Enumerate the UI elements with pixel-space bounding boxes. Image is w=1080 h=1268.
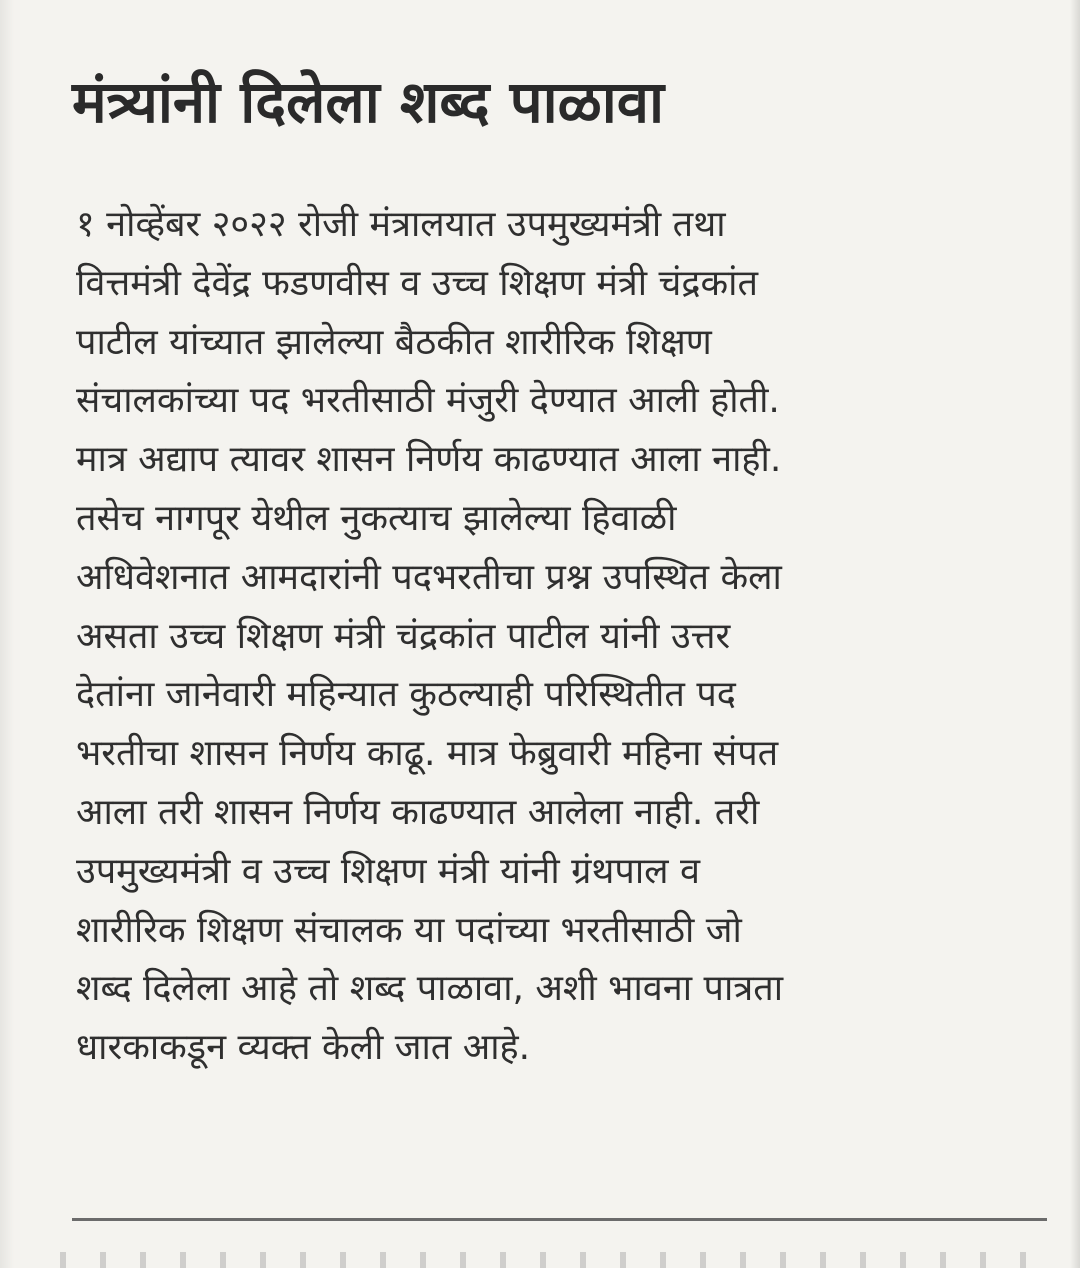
page-left-edge (0, 0, 14, 1268)
article-line: वित्तमंत्री देवेंद्र फडणवीस व उच्च शिक्षण मंत्री चंद्रकांत (76, 262, 759, 304)
article-line: मात्र अद्याप त्यावर शासन निर्णय काढण्यात आला नाही. (76, 439, 782, 481)
article-line: पाटील यांच्यात झालेल्या बैठकीत शारीरिक शिक्षण (76, 321, 712, 363)
article-line: शब्द दिलेला आहे तो शब्द पाळावा, अशी भावना पात्रता (76, 968, 784, 1010)
article-line: अधिवेशनात आमदारांनी पदभरतीचा प्रश्न उपस्थित केला (76, 556, 782, 598)
article-line: भरतीचा शासन निर्णय काढू. मात्र फेब्रुवारी महिना संपत (76, 733, 779, 775)
article-body (76, 196, 1036, 1078)
article-line: संचालकांच्या पद भरतीसाठी मंजुरी देण्यात आली होती. (76, 380, 780, 422)
article-line: आला तरी शासन निर्णय काढण्यात आलेला नाही. तरी (76, 791, 760, 833)
article-line: तसेच नागपूर येथील नुकत्याच झालेल्या हिवाळी (76, 497, 677, 539)
page-right-edge (1070, 0, 1080, 1268)
article-line: असता उच्च शिक्षण मंत्री चंद्रकांत पाटील यांनी उत्तर (76, 615, 731, 657)
cropped-next-article-edge (60, 1252, 1060, 1268)
article-line: शारीरिक शिक्षण संचालक या पदांच्या भरतीसाठी जो (76, 909, 742, 951)
article-line: धारकाकडून व्यक्त केली जात आहे. (76, 1027, 531, 1069)
article-headline: मंत्र्यांनी दिलेला शब्द पाळावा (72, 68, 665, 136)
section-divider (72, 1218, 1047, 1221)
article-line: उपमुख्यमंत्री व उच्च शिक्षण मंत्री यांनी ग्रंथपाल व (76, 850, 701, 892)
article-line: देतांना जानेवारी महिन्यात कुठल्याही परिस्थितीत पद (76, 674, 736, 716)
article-line: १ नोव्हेंबर २०२२ रोजी मंत्रालयात उपमुख्यमंत्री तथा (76, 204, 726, 245)
